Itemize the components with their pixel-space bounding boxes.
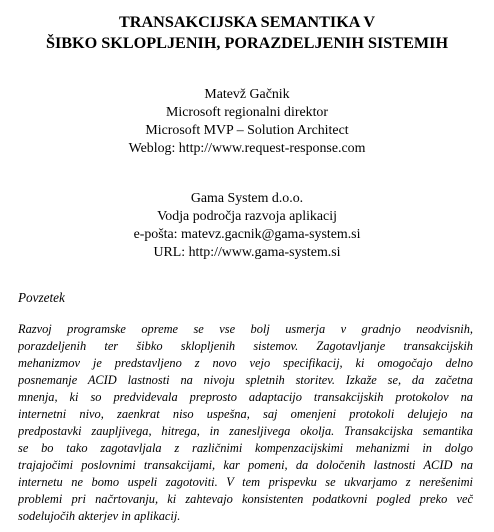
abstract-line: problemi pri načrtovanju, ki zahtevajo konsistenten podatkovni pogled preko več (18, 492, 473, 506)
abstract-line: Razvoj programske opreme se vse bolj usmerja v gradnjo neodvisnih, (18, 322, 473, 336)
company-block (0, 190, 494, 262)
paper-title (0, 12, 494, 54)
company-url: URL: http://www.gama-system.si (153, 245, 341, 260)
abstract-line: mehanizmov je predstavljeno z novo vejo specifikacij, ki omogočajo delno (18, 356, 473, 370)
abstract-line: se bo tako zagotavljala z različnimi kompenzacijskimi mehanizmi in dolgo (18, 441, 473, 455)
paper-title-line-1: TRANSAKCIJSKA SEMANTIKA V (118, 13, 376, 31)
paper-title-line-2: ŠIBKO SKLOPLJENIH, PORAZDELJENIH SISTEMIH (45, 34, 449, 52)
abstract-line: internetni nivo, zaenkrat niso uspešna, saj omenjeni protokoli delujejo na (18, 407, 473, 421)
abstract-heading: Povzetek (18, 290, 65, 305)
company-name: Gama System d.o.o. (190, 191, 304, 206)
abstract-line: predpostavki zaupljivega, hitrega, in zanesljivega okolja. Transakcijska semantika (18, 424, 473, 438)
abstract-line: porazdeljenih ter šibko sklopljenih sistemov. Zagotavljanje transakcijskih (18, 339, 473, 353)
abstract-line: posnemanje ACID lastnosti na nivoju spletnih storitev. Izkaže se, da začetna (18, 373, 473, 387)
abstract-line: sodelujočih akterjev in aplikacij. (18, 509, 181, 523)
abstract-line: trajajočimi poslovnimi transakcijami, kar pomeni, da določenih lastnosti ACID na (18, 458, 473, 472)
company-email: e-pošta: matevz.gacnik@gama-system.si (133, 227, 361, 242)
author-mvp: Microsoft MVP – Solution Architect (145, 123, 349, 138)
abstract-line: internetu ne bomo uspeli zagotoviti. V tem prispevku se ukvarjamo z nerešenimi (18, 475, 473, 489)
author-block (0, 86, 494, 158)
author-name: Matevž Gačnik (204, 87, 290, 102)
abstract-line: mnenja, ki so predvidevala preprosto adaptacijo transakcijskih protokolov na (18, 390, 473, 404)
author-role: Microsoft regionalni direktor (165, 105, 328, 120)
author-weblog: Weblog: http://www.request-response.com (128, 141, 366, 156)
company-position: Vodja področja razvoja aplikacij (157, 209, 337, 224)
abstract-body (18, 321, 473, 525)
